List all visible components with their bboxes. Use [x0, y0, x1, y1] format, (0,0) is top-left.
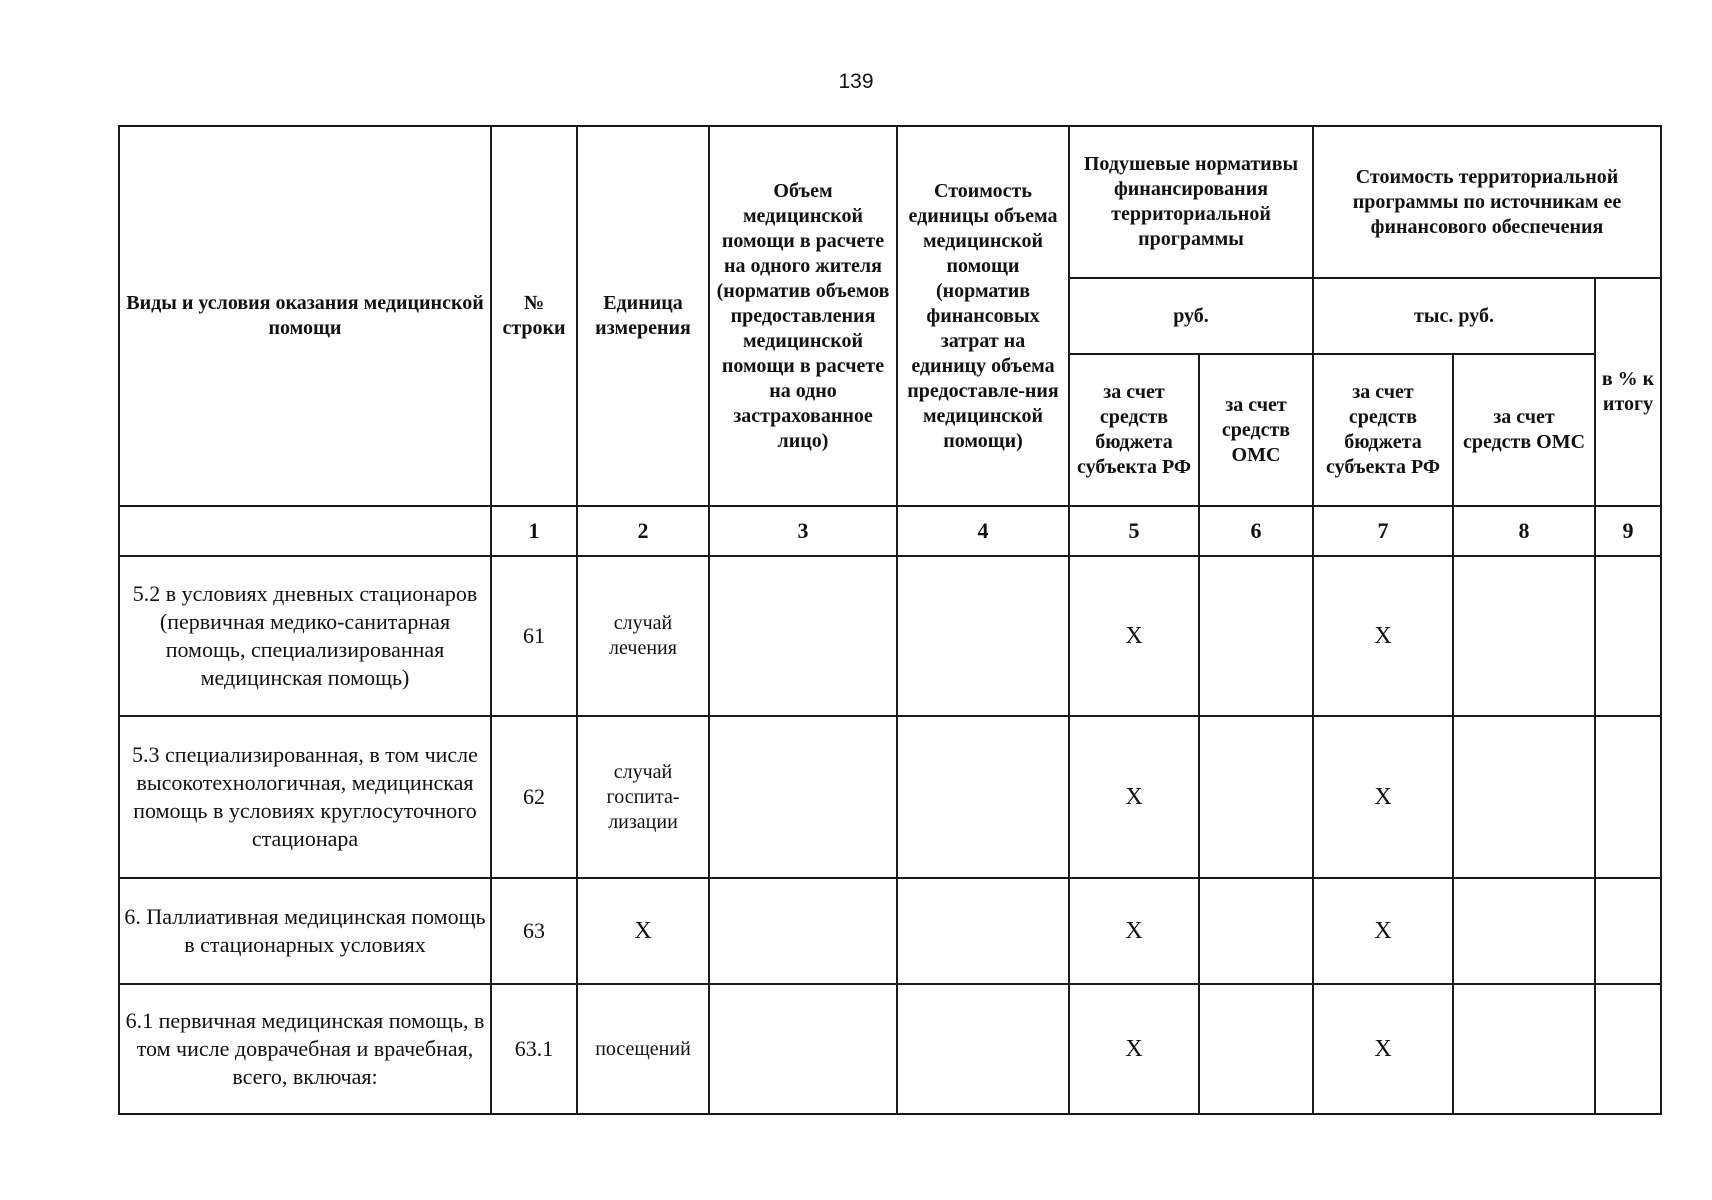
row-budget-rf-thousand: Х	[1313, 716, 1453, 878]
row-percent	[1595, 984, 1661, 1114]
header-row-no: № строки	[491, 126, 577, 506]
column-number: 4	[897, 506, 1069, 556]
table-row	[119, 878, 1661, 984]
table-row	[119, 716, 1661, 878]
row-unit: посещений	[577, 984, 709, 1114]
header-oms-thousand: за счет средств ОМС	[1453, 354, 1595, 506]
row-oms	[1199, 556, 1313, 716]
row-oms-thousand	[1453, 878, 1595, 984]
row-percent	[1595, 716, 1661, 878]
header-type: Виды и условия оказания медицинской помощи	[119, 126, 491, 506]
row-number: 63.1	[491, 984, 577, 1114]
row-number: 62	[491, 716, 577, 878]
header-budget-rf: за счет средств бюджета субъекта РФ	[1069, 354, 1199, 506]
row-unit: случай лечения	[577, 556, 709, 716]
header-currency-thousand: тыс. руб.	[1313, 278, 1595, 354]
row-oms	[1199, 878, 1313, 984]
row-oms-thousand	[1453, 716, 1595, 878]
row-budget-rf-thousand: Х	[1313, 556, 1453, 716]
row-volume	[709, 716, 897, 878]
row-unit: Х	[577, 878, 709, 984]
row-oms-thousand	[1453, 556, 1595, 716]
column-number: 3	[709, 506, 897, 556]
column-number: 9	[1595, 506, 1661, 556]
row-name: 5.2 в условиях дневных стационаров (первичная медико-санитарная помощь, специализированная медицинская помощь)	[119, 556, 491, 716]
row-cost	[897, 716, 1069, 878]
header-oms: за счет средств ОМС	[1199, 354, 1313, 506]
column-number: 5	[1069, 506, 1199, 556]
financing-table	[118, 125, 1662, 1115]
row-number: 63	[491, 878, 577, 984]
row-number: 61	[491, 556, 577, 716]
row-cost	[897, 878, 1069, 984]
column-number: 2	[577, 506, 709, 556]
row-budget-rf-thousand: Х	[1313, 984, 1453, 1114]
table-row	[119, 984, 1661, 1114]
column-number: 1	[491, 506, 577, 556]
column-number: 7	[1313, 506, 1453, 556]
column-number-row	[119, 506, 1661, 556]
header-per-capita: Подушевые нормативы финансирования территориальной программы	[1069, 126, 1313, 278]
header-cost: Стоимость единицы объема медицинской помощи (норматив финансовых затрат на единицу объема предоставле-ния медицинской помощи)	[897, 126, 1069, 506]
row-oms	[1199, 984, 1313, 1114]
header-program-cost: Стоимость территориальной программы по источникам ее финансового обеспечения	[1313, 126, 1661, 278]
row-oms-thousand	[1453, 984, 1595, 1114]
row-budget-rf: Х	[1069, 984, 1199, 1114]
row-volume	[709, 984, 897, 1114]
row-budget-rf: Х	[1069, 556, 1199, 716]
row-budget-rf-thousand: Х	[1313, 878, 1453, 984]
header-budget-rf-thousand: за счет средств бюджета субъекта РФ	[1313, 354, 1453, 506]
header-percent: в % к итогу	[1595, 278, 1661, 506]
header-currency-rub: руб.	[1069, 278, 1313, 354]
page-number: 139	[838, 70, 874, 93]
row-volume	[709, 878, 897, 984]
row-percent	[1595, 556, 1661, 716]
table-row	[119, 556, 1661, 716]
header-volume: Объем медицинской помощи в расчете на одного жителя (норматив объемов предоставления медицинской помощи в расчете на одно застрахованное лицо)	[709, 126, 897, 506]
column-number: 6	[1199, 506, 1313, 556]
row-name: 6. Паллиативная медицинская помощь в стационарных условиях	[119, 878, 491, 984]
column-number: 8	[1453, 506, 1595, 556]
row-name: 6.1 первичная медицинская помощь, в том числе доврачебная и врачебная, всего, включая:	[119, 984, 491, 1114]
row-unit: случай госпита-лизации	[577, 716, 709, 878]
row-cost	[897, 556, 1069, 716]
row-cost	[897, 984, 1069, 1114]
row-budget-rf: Х	[1069, 716, 1199, 878]
row-name: 5.3 специализированная, в том числе высокотехнологичная, медицинская помощь в условиях круглосуточного стационара	[119, 716, 491, 878]
row-oms	[1199, 716, 1313, 878]
column-number	[119, 506, 491, 556]
row-percent	[1595, 878, 1661, 984]
row-budget-rf: Х	[1069, 878, 1199, 984]
header-unit: Единица измерения	[577, 126, 709, 506]
row-volume	[709, 556, 897, 716]
